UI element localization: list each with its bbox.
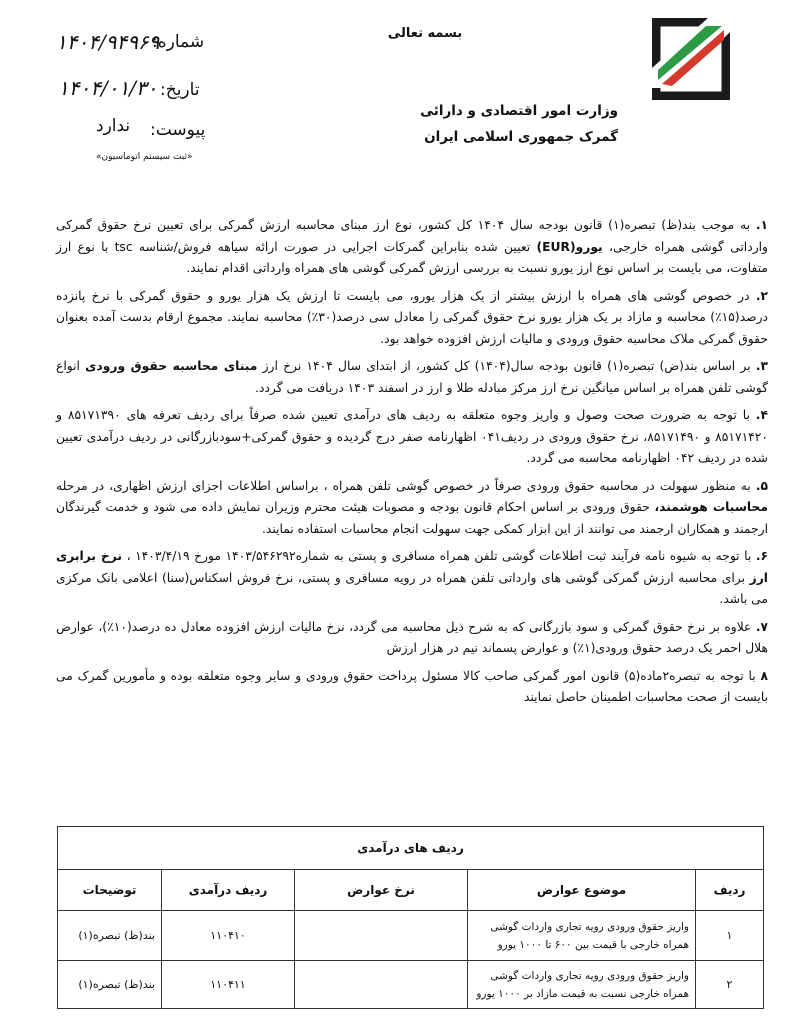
paragraph-text: بر اساس بند(ض) تبصره(۱) قانون بودجه سال(۱۴۰۴) کل کشور، از ابتدای سال ۱۴۰۴ نرخ ارز xyxy=(257,359,756,373)
customs-name: گمرک جمهوری اسلامی ایران xyxy=(424,129,618,145)
table-row xyxy=(58,961,764,1009)
paragraph-text: با توجه به تبصره۲ماده(۵) قانون امور گمرکی صاحب کالا مسئول پرداخت حقوق ورودی و سایر وجوه متعلقه بوده و مأمورین گمرک می بایست از صحت محاسبات اطمینان حاصل نمایند xyxy=(56,668,768,704)
row-revenue-code: ۱۱۰۴۱۰ xyxy=(162,911,295,961)
row-rate xyxy=(295,911,468,961)
number-value: ۱۴۰۴/۹۴۹۶۹ xyxy=(56,30,160,54)
paragraph-4 xyxy=(56,405,768,470)
paragraph-1 xyxy=(56,215,768,280)
row-subject: واریز حقوق ورودی رویه تجاری واردات گوشی همراه خارجی با قیمت بین ۶۰۰ تا ۱۰۰۰ یورو xyxy=(468,911,696,961)
emphasis-text: مبنای محاسبه حقوق ورودی xyxy=(85,359,258,373)
emphasis-text: نرخ برابری ارز xyxy=(56,549,768,585)
paragraph-text: با توجه به شیوه نامه فرآیند ثبت اطلاعات گوشی تلفن همراه مسافری و پستی به شماره۱۴۰۳/۵۴۶۲۹۲ مورخ ۱۴۰۳/۴/۱۹ ، xyxy=(122,549,756,563)
header-row-no: ردیف xyxy=(696,870,764,911)
paragraph-8 xyxy=(56,666,768,709)
paragraph-2 xyxy=(56,286,768,351)
system-note: «ثبت سیستم اتوماسیون» xyxy=(96,152,193,162)
basmala: بسمه تعالی xyxy=(387,26,463,41)
table-caption: ردیف های درآمدی xyxy=(58,827,764,870)
date-label: تاریخ: xyxy=(160,80,200,100)
paragraph-5 xyxy=(56,476,768,541)
paragraph-number: ۲. xyxy=(755,288,768,303)
header-revenue-row: ردیف درآمدی xyxy=(162,870,295,911)
row-notes: بند(ظ) تبصره(۱) xyxy=(58,961,162,1009)
paragraph-text: با توجه به ضرورت صحت وصول و واریز وجوه متعلقه به ردیف های درآمدی تعیین شده صرفاً برای ردیف تعرفه های ۸۵۱۷۱۳۹۰ و ۸۵۱۷۱۴۲۰ و ۸۵۱۷۱۴۹۰، نرخ حقوق ورودی در ردیف۰۴۱ اظهارنامه صفر درج گردیده و حقوق گمرکی+سودبازرگانی در ردیف درآمدی تعیین شده در ردیف ۰۴۲ اظهارنامه محاسبه می گردد. xyxy=(56,408,768,465)
emphasis-text: محاسبات هوشمند، xyxy=(654,500,769,514)
paragraph-text: تعیین شده بنابراین گمرکات اجرایی در صورت ارائه سیاهه فروش/شناسه tsc با نوع ارز متفاوت، می بایست بر اساس نوع ارز یورو نسبت به بررسی ارزش گمرکی گوشی های همراه وارداتی اقدام نمایند. xyxy=(56,239,768,275)
table-row xyxy=(58,911,764,961)
customs-logo-icon xyxy=(652,18,730,100)
row-no: ۲ xyxy=(696,961,764,1009)
paragraph-6 xyxy=(56,546,768,611)
paragraph-number: ۶. xyxy=(755,549,768,563)
emphasis-text: یورو(EUR) xyxy=(536,239,603,254)
number-label: شماره: xyxy=(152,32,205,52)
attachment-label: پیوست: xyxy=(150,120,206,140)
paragraph-text: به منظور سهولت در محاسبه حقوق ورودی صرفاً در خصوص گوشی تلفن همراه ، براساس اطلاعات اجزای ارزش اظهاری، در مرحله xyxy=(56,478,756,493)
row-revenue-code: ۱۱۰۴۱۱ xyxy=(162,961,295,1009)
paragraph-text: علاوه بر نرخ حقوق گمرکی و سود بازرگانی که به شرح ذیل محاسبه می گردد، نرخ مالیات ارزش افزوده معادل ده درصد(۱۰٪)، عوارض هلال احمر یک درصد حقوق ورودی(۱٪) و عوارض پسماند نیم در هزار ارزش xyxy=(56,619,768,655)
paragraph-text: انواع گوشی تلفن همراه بر اساس میانگین نرخ ارز مرکز مبادله طلا و ارز در اسفند ۱۴۰۳ دریافت می گردد. xyxy=(56,359,768,395)
header-subject: موضوع عوارض xyxy=(468,870,696,911)
paragraph-text: در خصوص گوشی های همراه با ارزش بیشتر از یک هزار یورو، می بایست تا ارزش یک هزار یورو و حقوق گمرکی با نرخ پانزده درصد(۱۵٪) محاسبه و مازاد بر یک هزار یورو نرخ حقوق گمرکی را معادل سی درصد(۳۰٪) محاسبه نمایند. مجموع ارقام بدست آمده بعنوان حقوق گمرکی ملاک محاسبه حقوق ورودی و مالیات ارزش افزوده خواهد بود. xyxy=(56,288,768,346)
paragraph-number: ۴. xyxy=(755,408,768,422)
row-subject: واریز حقوق ورودی رویه تجاری واردات گوشی همراه خارجی نسبت به قیمت مازاد بر ۱۰۰۰ یورو xyxy=(468,961,696,1009)
ministry-name: وزارت امور اقتصادی و دارائی xyxy=(420,103,618,119)
letter-body xyxy=(56,215,768,715)
attachment-value: ندارد xyxy=(96,116,131,136)
date-value: ۱۴۰۴/۰۱/۳۰ xyxy=(58,76,158,100)
revenue-table xyxy=(57,826,764,1009)
paragraph-text: برای محاسبه ارزش گمرکی گوشی های وارداتی تلفن همراه در رویه مسافری و پستی، نرخ فروش اسکناس(سنا) اعلامی بانک مرکزی می باشد. xyxy=(56,570,768,606)
paragraph-7 xyxy=(56,617,768,660)
paragraph-text: به موجب بند(ظ) تبصره(۱) قانون بودجه سال ۱۴۰۴ کل کشور، نوع ارز مبنای محاسبه ارزش گمرکی برای تعیین نرخ حقوق گمرکی وارداتی گوشی همراه خارجی، xyxy=(56,218,768,254)
paragraph-number: ۷. xyxy=(755,619,768,634)
table-header-row xyxy=(58,870,764,911)
paragraph-number: ۸ xyxy=(760,668,768,683)
header-notes: توضیحات xyxy=(58,870,162,911)
row-notes: بند(ظ) تبصره(۱) xyxy=(58,911,162,961)
row-rate xyxy=(295,961,468,1009)
paragraph-text: حقوق ورودی بر اساس احکام قانون بودجه و مصوبات هیئت محترم وزیران نمایش داده می شود و خدمت گیرندگان ارجمند و همکاران ارجمند می توانند از این ابزار کمکی جهت سهولت انجام محاسبات استفاده نمایند. xyxy=(56,500,768,536)
header-rate: نرخ عوارض xyxy=(295,870,468,911)
row-no: ۱ xyxy=(696,911,764,961)
paragraph-number: ۳. xyxy=(755,359,768,373)
paragraph-number: ۵. xyxy=(755,478,768,493)
ministry-block xyxy=(378,98,618,150)
paragraph-3 xyxy=(56,356,768,399)
paragraph-number: ۱. xyxy=(755,218,768,232)
